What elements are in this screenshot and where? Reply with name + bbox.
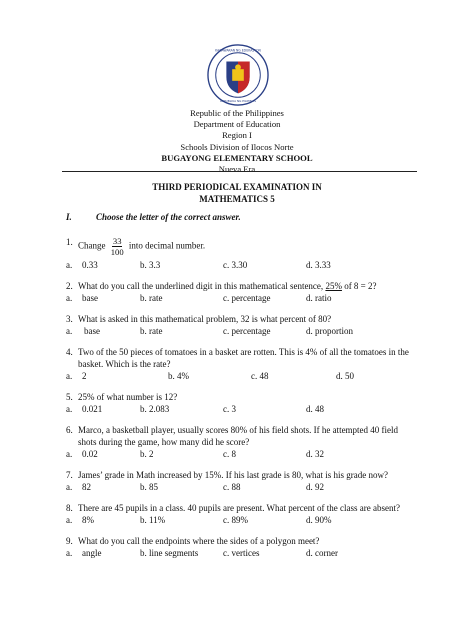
exam-title xyxy=(0,182,474,205)
option-a: 2 xyxy=(82,371,87,381)
question-number: 5. xyxy=(66,392,73,402)
question-number: 3. xyxy=(66,314,73,324)
answer-options xyxy=(66,403,418,415)
question-number: 4. xyxy=(66,347,73,357)
question-text: 25% of what number is 12? xyxy=(78,392,178,402)
header-line-region: Region I xyxy=(222,130,252,141)
option-a-letter: a. xyxy=(66,293,73,303)
answer-options xyxy=(66,292,418,304)
option-d: d. 50 xyxy=(336,371,354,381)
deped-seal-icon xyxy=(207,44,269,106)
question-number: 1. xyxy=(66,237,73,247)
school-location: Nueva Era xyxy=(218,164,256,175)
question-text: What do you call the endpoints where the sides of a polygon meet? xyxy=(78,536,320,546)
question-number: 2. xyxy=(66,281,73,291)
exam-title-line1: THIRD PERIODICAL EXAMINATION IN xyxy=(152,182,322,192)
answer-options xyxy=(66,259,418,271)
option-d: d. 90% xyxy=(306,515,332,525)
question-7 xyxy=(66,469,418,493)
svg-text:KAGAWARAN NG EDUKASYON: KAGAWARAN NG EDUKASYON xyxy=(215,48,261,53)
option-b: b. rate xyxy=(140,293,163,303)
option-b: b. 3.3 xyxy=(140,260,161,270)
svg-text:REPUBLIKA NG PILIPINAS: REPUBLIKA NG PILIPINAS xyxy=(220,99,256,104)
option-d: d. corner xyxy=(306,548,338,558)
question-number: 9. xyxy=(66,536,73,546)
question-text: James’ grade in Math increased by 15%. If his last grade is 80, what is his grade now? xyxy=(78,470,388,480)
question-9 xyxy=(66,535,418,559)
option-c: c. percentage xyxy=(223,326,271,336)
option-d: d. 3.33 xyxy=(306,260,331,270)
header-divider xyxy=(62,171,417,172)
header-line-department: Department of Education xyxy=(193,119,281,130)
answer-options xyxy=(66,547,418,559)
option-a: 82 xyxy=(82,482,91,492)
option-d: d. 48 xyxy=(306,404,324,414)
question-text: What is asked in this mathematical problem, 32 is what percent of 80? xyxy=(78,314,332,324)
option-c: c. 48 xyxy=(251,371,269,381)
option-a: angle xyxy=(82,548,102,558)
option-b: b. 4% xyxy=(168,371,189,381)
option-c: c. vertices xyxy=(223,548,260,558)
option-d: d. 32 xyxy=(306,449,324,459)
header-line-republic: Republic of the Philippines xyxy=(190,108,284,118)
exam-title-line2: MATHEMATICS 5 xyxy=(199,193,275,204)
option-a-letter: a. xyxy=(66,260,73,270)
option-a-letter: a. xyxy=(66,404,73,414)
option-c: c. 3 xyxy=(223,404,236,414)
question-1 xyxy=(66,236,418,271)
option-a-letter: a. xyxy=(66,548,73,558)
answer-options xyxy=(66,514,418,526)
fraction xyxy=(111,236,124,257)
option-a-letter: a. xyxy=(66,326,73,336)
option-c: c. percentage xyxy=(223,293,271,303)
school-name: BUGAYONG ELEMENTARY SCHOOL xyxy=(161,152,313,163)
option-a: base xyxy=(84,326,100,336)
section-number: I. xyxy=(66,212,72,222)
letterhead xyxy=(0,108,474,175)
option-d: d. ratio xyxy=(306,293,332,303)
option-a: 0.02 xyxy=(82,449,98,459)
option-c: c. 88 xyxy=(223,482,241,492)
question-number: 7. xyxy=(66,470,73,480)
option-c: c. 89% xyxy=(223,515,248,525)
question-text: Change $\frac{33}{100}$ into decimal number. xyxy=(78,236,206,257)
option-b: b. 11% xyxy=(140,515,166,525)
option-b: b. 2 xyxy=(140,449,154,459)
option-a: 8% xyxy=(82,515,94,525)
question-number: 6. xyxy=(66,425,73,435)
question-text: What do you call the underlined digit in this mathematical sentence, 25% of 8 = 2? xyxy=(78,281,377,291)
option-a-letter: a. xyxy=(66,449,73,459)
option-d: d. 92 xyxy=(306,482,324,492)
option-a: 0.021 xyxy=(82,404,103,414)
question-text: Two of the 50 pieces of tomatoes in a basket are rotten. This is 4% of all the tomatoes in the basket. Which is the rate? xyxy=(78,347,409,369)
question-8 xyxy=(66,502,418,526)
underlined-digit: 25% xyxy=(325,281,342,291)
fraction-numerator: 33 xyxy=(112,236,122,246)
option-b: b. 85 xyxy=(140,482,158,492)
question-3 xyxy=(66,313,418,337)
option-d: d. proportion xyxy=(306,326,353,336)
option-b: b. line segments xyxy=(140,548,199,558)
option-c: c. 3.30 xyxy=(223,260,248,270)
option-a-letter: a. xyxy=(66,515,73,525)
answer-options xyxy=(66,448,418,460)
option-a: 0.33 xyxy=(82,260,98,270)
question-4 xyxy=(66,346,418,382)
option-a-letter: a. xyxy=(66,482,73,492)
option-a: base xyxy=(82,293,98,303)
section-instruction: Choose the letter of the correct answer. xyxy=(96,212,241,222)
option-c: c. 8 xyxy=(223,449,236,459)
option-b: b. rate xyxy=(140,326,163,336)
fraction-denominator: 100 xyxy=(110,247,124,257)
question-number: 8. xyxy=(66,503,73,513)
question-text: There are 45 pupils in a class. 40 pupils are present. What percent of the class are absent? xyxy=(78,503,400,513)
question-text: Marco, a basketball player, usually scores 80% of his field shots. If he attempted 40 field shots during the game, how many did he score? xyxy=(78,425,399,447)
question-5 xyxy=(66,391,418,415)
section-heading xyxy=(66,212,241,222)
answer-options xyxy=(66,370,418,382)
question-6 xyxy=(66,424,418,460)
option-b: b. 2.083 xyxy=(140,404,170,414)
option-a-letter: a. xyxy=(66,371,73,381)
answer-options xyxy=(66,325,418,337)
answer-options xyxy=(66,481,418,493)
question-2 xyxy=(66,280,418,304)
header-line-division: Schools Division of Ilocos Norte xyxy=(180,141,294,152)
